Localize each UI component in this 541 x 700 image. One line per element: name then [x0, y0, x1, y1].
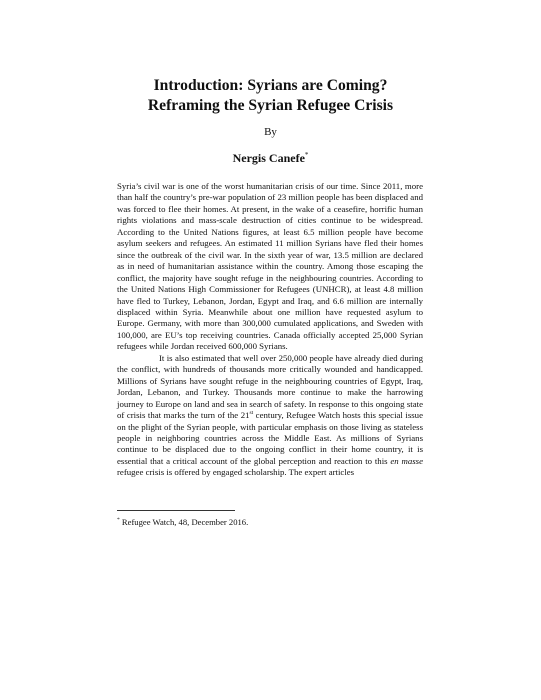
footnote-marker: *: [117, 517, 120, 524]
author-name-text: Nergis Canefe: [232, 151, 305, 165]
footnote: [117, 517, 248, 527]
paragraph-2-part-a: It is also estimated that well over 250,000 people have already died during the conflict, with hundreds of thousands more critically wounded and handicapped. Millions of Syrians have sought refuge in the neighbouring countries of Egypt, Iraq, Jordan, Lebanon, and Turkey. Thousands more continue to make the harrowing journey to Europe on land and sea in search of safety. In response to this ongoing state of crisis that marks the turn of the 21: [117, 352, 423, 421]
byline-by: By: [264, 126, 277, 138]
italic-term: en masse: [390, 455, 423, 466]
paragraph-2-part-c: refugee crisis is offered by engaged scholarship. The expert articles: [117, 467, 355, 478]
author-name: [0, 151, 541, 166]
article-body: [117, 181, 423, 479]
paragraph-2-part-b: century, Refugee Watch hosts this special issue on the plight of the Syrian people, with particular emphasis on those living as stateless people in neighboring countries across the Middle East. As millions of Syrians continue to be displaced due to the ongoing conflict in their home country, it is essential that a critical account of the global perception and reaction to this: [117, 410, 423, 466]
footnote-text: Refugee Watch, 48, December 2016.: [119, 517, 249, 527]
title-line-2: Reframing the Syrian Refugee Crisis: [147, 97, 394, 114]
paragraph-1: Syria’s civil war is one of the worst humanitarian crisis of our time. Since 2011, more than half the country’s pre-war population of 23 million people has been displaced and was forced to flee their homes. At present, in the wake of a ceasefire, horrific human rights violations and mass-scale destruction of cities continue to be widespread. According to the United Nations figures, at least 6.5 million people have become asylum seekers and refugees. An estimated 11 million Syrians have fled their homes since the outbreak of the civil war. In the sixth year of war, 13.5 million are declared as in need of humanitarian assistance within the country. Among those escaping the conflict, the majority have sought refuge in the neighbouring countries. According to the United Nations High Commissioner for Refugees (UNHCR), at least 4.8 million have fled to Turkey, Lebanon, Jordan, Egypt and Iraq, and 6.6 million are internally displaced within Syria. Meanwhile about one million have requested asylum to Europe. Germany, with more than 300,000 cumulated applications, and Sweden with 100,000, are EU’s top receiving countries. Canada officially accepted 25,000 Syrian refugees while Jordan received 600,000 Syrians.: [117, 181, 423, 352]
paragraph-2: [117, 353, 423, 479]
footnote-divider: [117, 510, 235, 511]
ordinal-suffix: st: [249, 410, 254, 417]
article-title: [70, 76, 471, 116]
author-footnote-marker: *: [304, 151, 309, 159]
title-line-1: Introduction: Syrians are Coming?: [153, 77, 388, 94]
